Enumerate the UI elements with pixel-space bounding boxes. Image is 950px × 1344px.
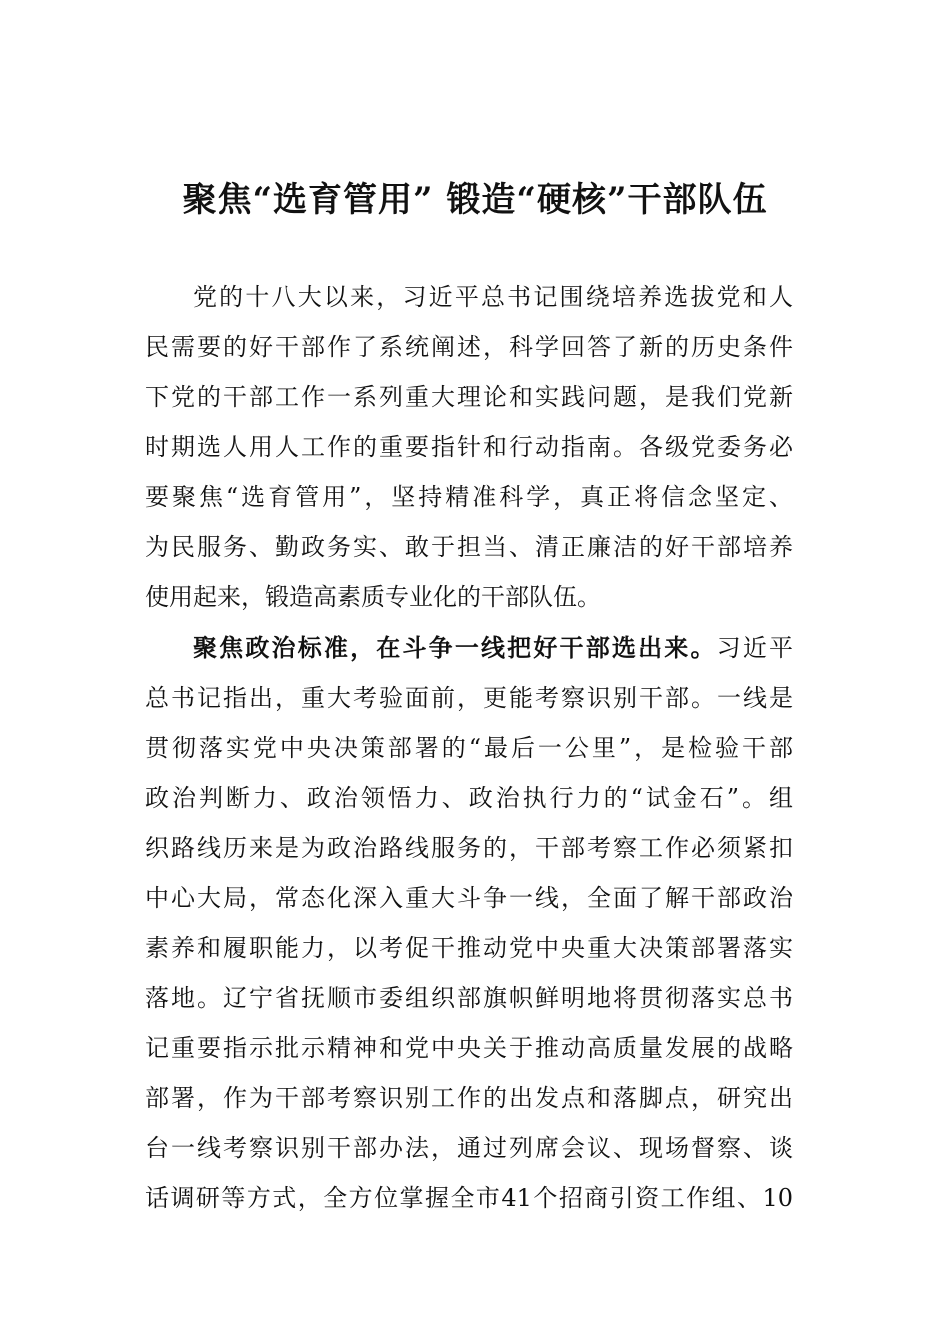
text-line: 时期选人用人工作的重要指针和行动指南。各级党委务必 bbox=[145, 433, 793, 461]
text-line: 使用起来，锻造高素质专业化的干部队伍。 bbox=[145, 583, 601, 611]
text-line: 织路线历来是为政治路线服务的，干部考察工作必须紧扣 bbox=[145, 834, 793, 862]
text-line: 记重要指示批示精神和党中央关于推动高质量发展的战略 bbox=[145, 1034, 793, 1062]
text-line: 要聚焦“选育管用”，坚持精准科学，真正将信念坚定、 bbox=[145, 483, 793, 511]
text-line: 台一线考察识别干部办法，通过列席会议、现场督察、谈 bbox=[145, 1134, 793, 1162]
text-line: 贯彻落实党中央决策部署的“最后一公里”，是检验干部 bbox=[145, 734, 793, 762]
text-line: 政治判断力、政治领悟力、政治执行力的“试金石”。组 bbox=[145, 784, 793, 812]
paragraph-political-standard bbox=[145, 623, 793, 1223]
text-line: 为民服务、勤政务实、敢于担当、清正廉洁的好干部培养 bbox=[145, 533, 793, 561]
section-lead-heading: 聚焦政治标准，在斗争一线把好干部选出来。 bbox=[193, 633, 717, 662]
paragraph-intro bbox=[145, 272, 793, 622]
text-line: 中心大局，常态化深入重大斗争一线，全面了解干部政治 bbox=[145, 884, 793, 912]
document-title: 聚焦“选育管用” 锻造“硬核”干部队伍 bbox=[182, 180, 768, 220]
text-line: 部署，作为干部考察识别工作的出发点和落脚点，研究出 bbox=[145, 1084, 793, 1112]
text-span: 习近平 bbox=[716, 634, 794, 662]
text-line: 素养和履职能力，以考促干推动党中央重大决策部署落实 bbox=[145, 934, 793, 962]
text-line bbox=[145, 623, 793, 673]
text-line: 话调研等方式，全方位掌握全市41个招商引资工作组、10 bbox=[145, 1184, 793, 1212]
text-line: 总书记指出，重大考验面前，更能考察识别干部。一线是 bbox=[145, 684, 793, 712]
text-line: 落地。辽宁省抚顺市委组织部旗帜鲜明地将贯彻落实总书 bbox=[145, 984, 793, 1012]
text-line: 下党的干部工作一系列重大理论和实践问题，是我们党新 bbox=[145, 383, 793, 411]
text-line: 党的十八大以来，习近平总书记围绕培养选拔党和人 bbox=[193, 283, 793, 311]
text-line: 民需要的好干部作了系统阐述，科学回答了新的历史条件 bbox=[145, 333, 793, 361]
